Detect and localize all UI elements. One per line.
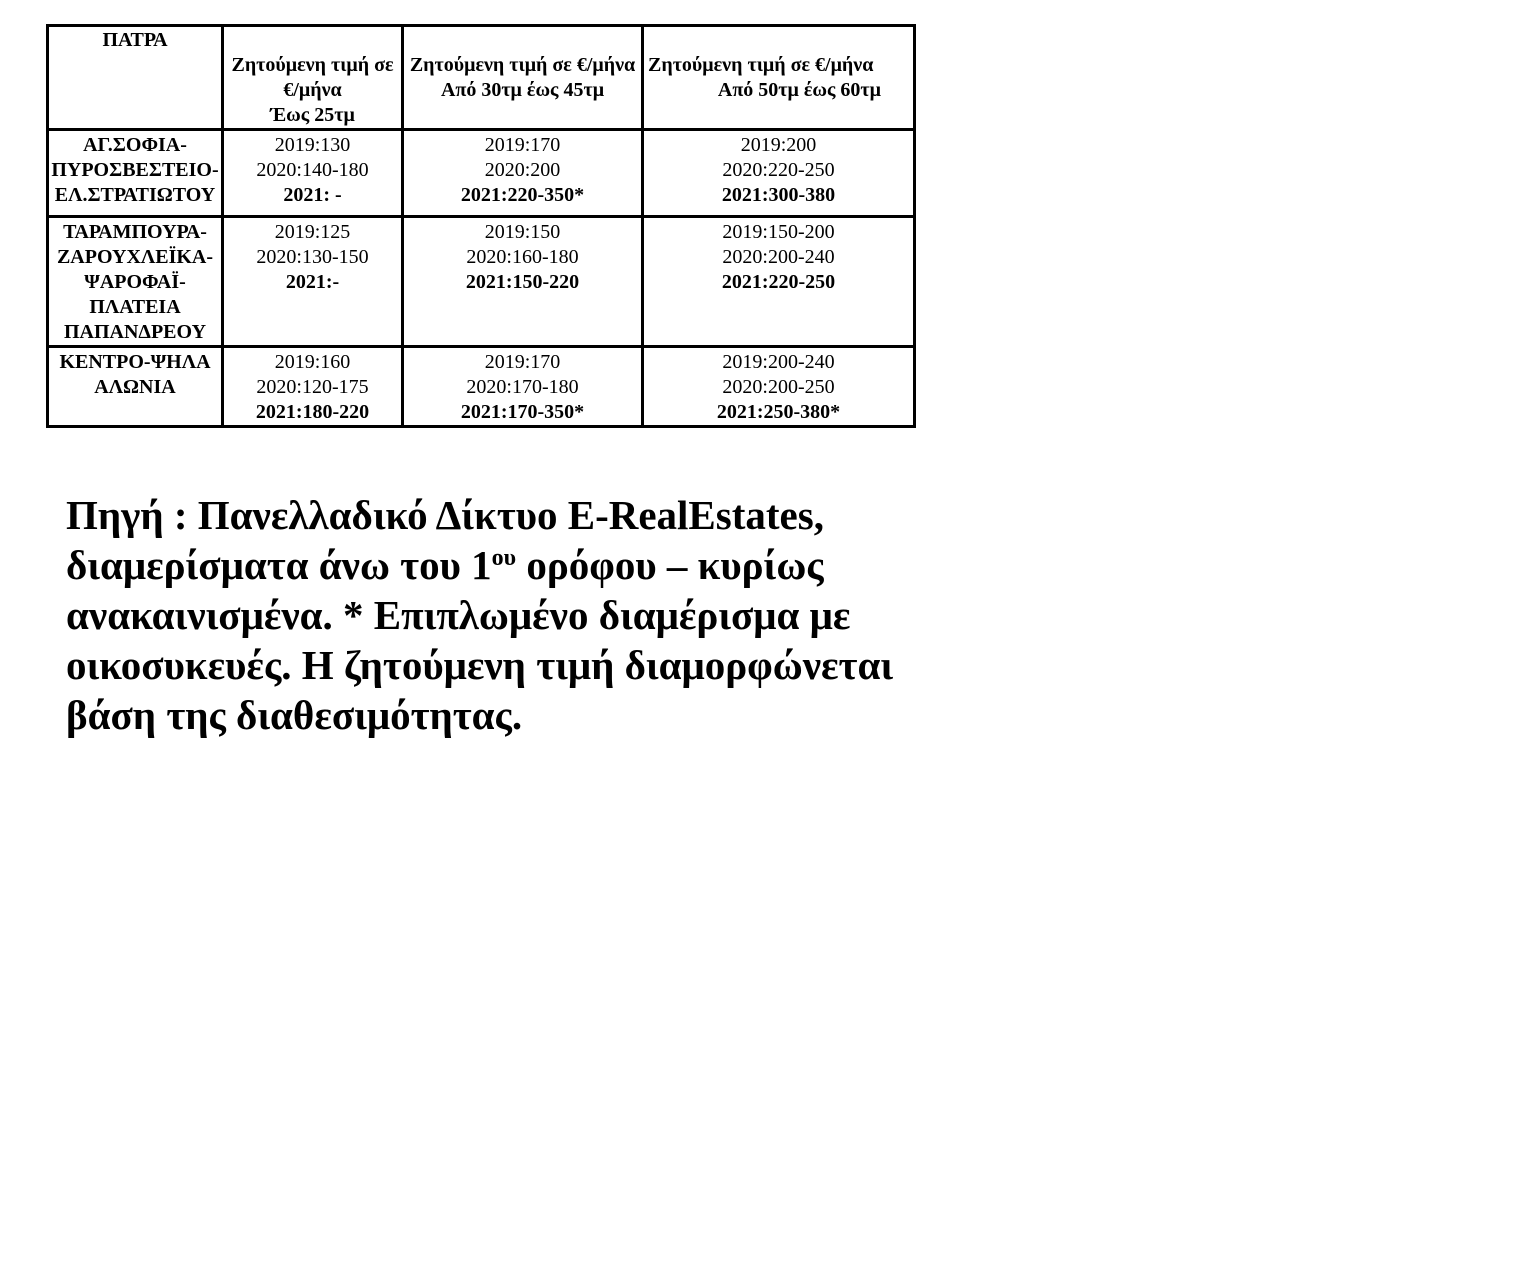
price-cell xyxy=(403,130,643,217)
ordinal-superscript: ου xyxy=(491,545,517,571)
source-note-text-continued: ορόφου – κυρίως ανακαινισμένα. * Επιπλωμένο διαμέρισμα με οικοσυκευές. Η ζητούμενη τιμή διαμορφώνεται βάση της διαθεσιμότητας. xyxy=(66,542,894,738)
area-name-line: ΠΑΠΑΝΔΡΕΟΥ xyxy=(63,321,207,343)
area-name-line: ΤΑΡΑΜΠΟΥΡΑ- xyxy=(63,221,207,243)
header-line: Ζητούμενη τιμή σε €/μήνα xyxy=(409,54,636,76)
price-cell xyxy=(403,217,643,347)
price-cell xyxy=(643,217,915,347)
price-2019: 2019:170 xyxy=(484,134,561,156)
area-name-line: ΑΛΩΝΙΑ xyxy=(94,376,176,398)
price-2021: 2021:170-350* xyxy=(460,401,585,423)
price-2019: 2019:160 xyxy=(274,351,351,373)
price-2019: 2019:130 xyxy=(274,134,351,156)
price-2020: 2020:200 xyxy=(484,159,561,181)
header-line: €/μήνα xyxy=(283,79,342,101)
table-row xyxy=(48,347,915,427)
price-2021: 2021:220-350* xyxy=(460,184,585,206)
header-cell-size-30-45 xyxy=(403,26,643,130)
area-cell xyxy=(48,347,223,427)
price-cell xyxy=(403,347,643,427)
price-2021: 2021:180-220 xyxy=(255,401,370,423)
price-2019: 2019:125 xyxy=(274,221,351,243)
area-name-line: ΕΛ.ΣΤΡΑΤΙΩΤΟΥ xyxy=(54,184,216,206)
price-2020: 2020:140-180 xyxy=(256,159,369,181)
price-2021: 2021: - xyxy=(283,184,342,206)
price-2020: 2020:200-240 xyxy=(722,246,835,268)
price-2021: 2021:300-380 xyxy=(721,184,836,206)
price-2021: 2021:150-220 xyxy=(465,271,580,293)
header-cell-size-up-to-25 xyxy=(223,26,403,130)
price-2019: 2019:200-240 xyxy=(722,351,835,373)
price-cell xyxy=(223,130,403,217)
area-name-line: ΑΓ.ΣΟΦΙΑ- xyxy=(83,134,187,156)
source-note xyxy=(66,490,946,740)
header-line: Ζητούμενη τιμή σε €/μήνα xyxy=(648,54,874,76)
price-2021: 2021:- xyxy=(285,271,340,293)
price-cell xyxy=(643,347,915,427)
price-cell xyxy=(223,217,403,347)
area-name-line: ΠΥΡΟΣΒΕΣΤΕΙΟ- xyxy=(51,159,219,181)
price-2020: 2020:200-250 xyxy=(722,376,835,398)
table-row xyxy=(48,217,915,347)
price-2020: 2020:120-175 xyxy=(256,376,369,398)
header-cell-size-50-60 xyxy=(643,26,915,130)
area-cell xyxy=(48,130,223,217)
price-2021: 2021:220-250 xyxy=(721,271,836,293)
area-name-line: ΨΑΡΟΦΑΪ- xyxy=(84,271,186,293)
price-2020: 2020:220-250 xyxy=(722,159,835,181)
area-name-line: ΖΑΡΟΥΧΛΕΪΚΑ- xyxy=(56,246,214,268)
table-header-row xyxy=(48,26,915,130)
city-label: ΠΑΤΡΑ xyxy=(102,29,168,51)
price-2019: 2019:200 xyxy=(740,134,817,156)
price-2021: 2021:250-380* xyxy=(716,401,841,423)
price-2019: 2019:150 xyxy=(484,221,561,243)
price-2020: 2020:170-180 xyxy=(466,376,579,398)
price-cell xyxy=(223,347,403,427)
source-note-text: Πηγή : Πανελλαδικό Δίκτυο E-RealEstates, διαμερίσματα άνω του 1 xyxy=(66,492,824,588)
header-line: Από 50τμ έως 60τμ xyxy=(717,79,881,101)
price-cell xyxy=(643,130,915,217)
area-cell xyxy=(48,217,223,347)
area-name-line: ΚΕΝΤΡΟ-ΨΗΛΑ xyxy=(59,351,211,373)
price-2019: 2019:170 xyxy=(484,351,561,373)
price-2020: 2020:130-150 xyxy=(256,246,369,268)
header-line: Έως 25τμ xyxy=(270,104,355,126)
header-line: Από 30τμ έως 45τμ xyxy=(440,79,605,101)
rent-price-table xyxy=(46,24,916,428)
area-name-line: ΠΛΑΤΕΙΑ xyxy=(89,296,181,318)
price-2020: 2020:160-180 xyxy=(466,246,579,268)
corner-cell xyxy=(48,26,223,130)
price-2019: 2019:150-200 xyxy=(722,221,835,243)
header-line: Ζητούμενη τιμή σε xyxy=(231,54,394,76)
table-row xyxy=(48,130,915,217)
